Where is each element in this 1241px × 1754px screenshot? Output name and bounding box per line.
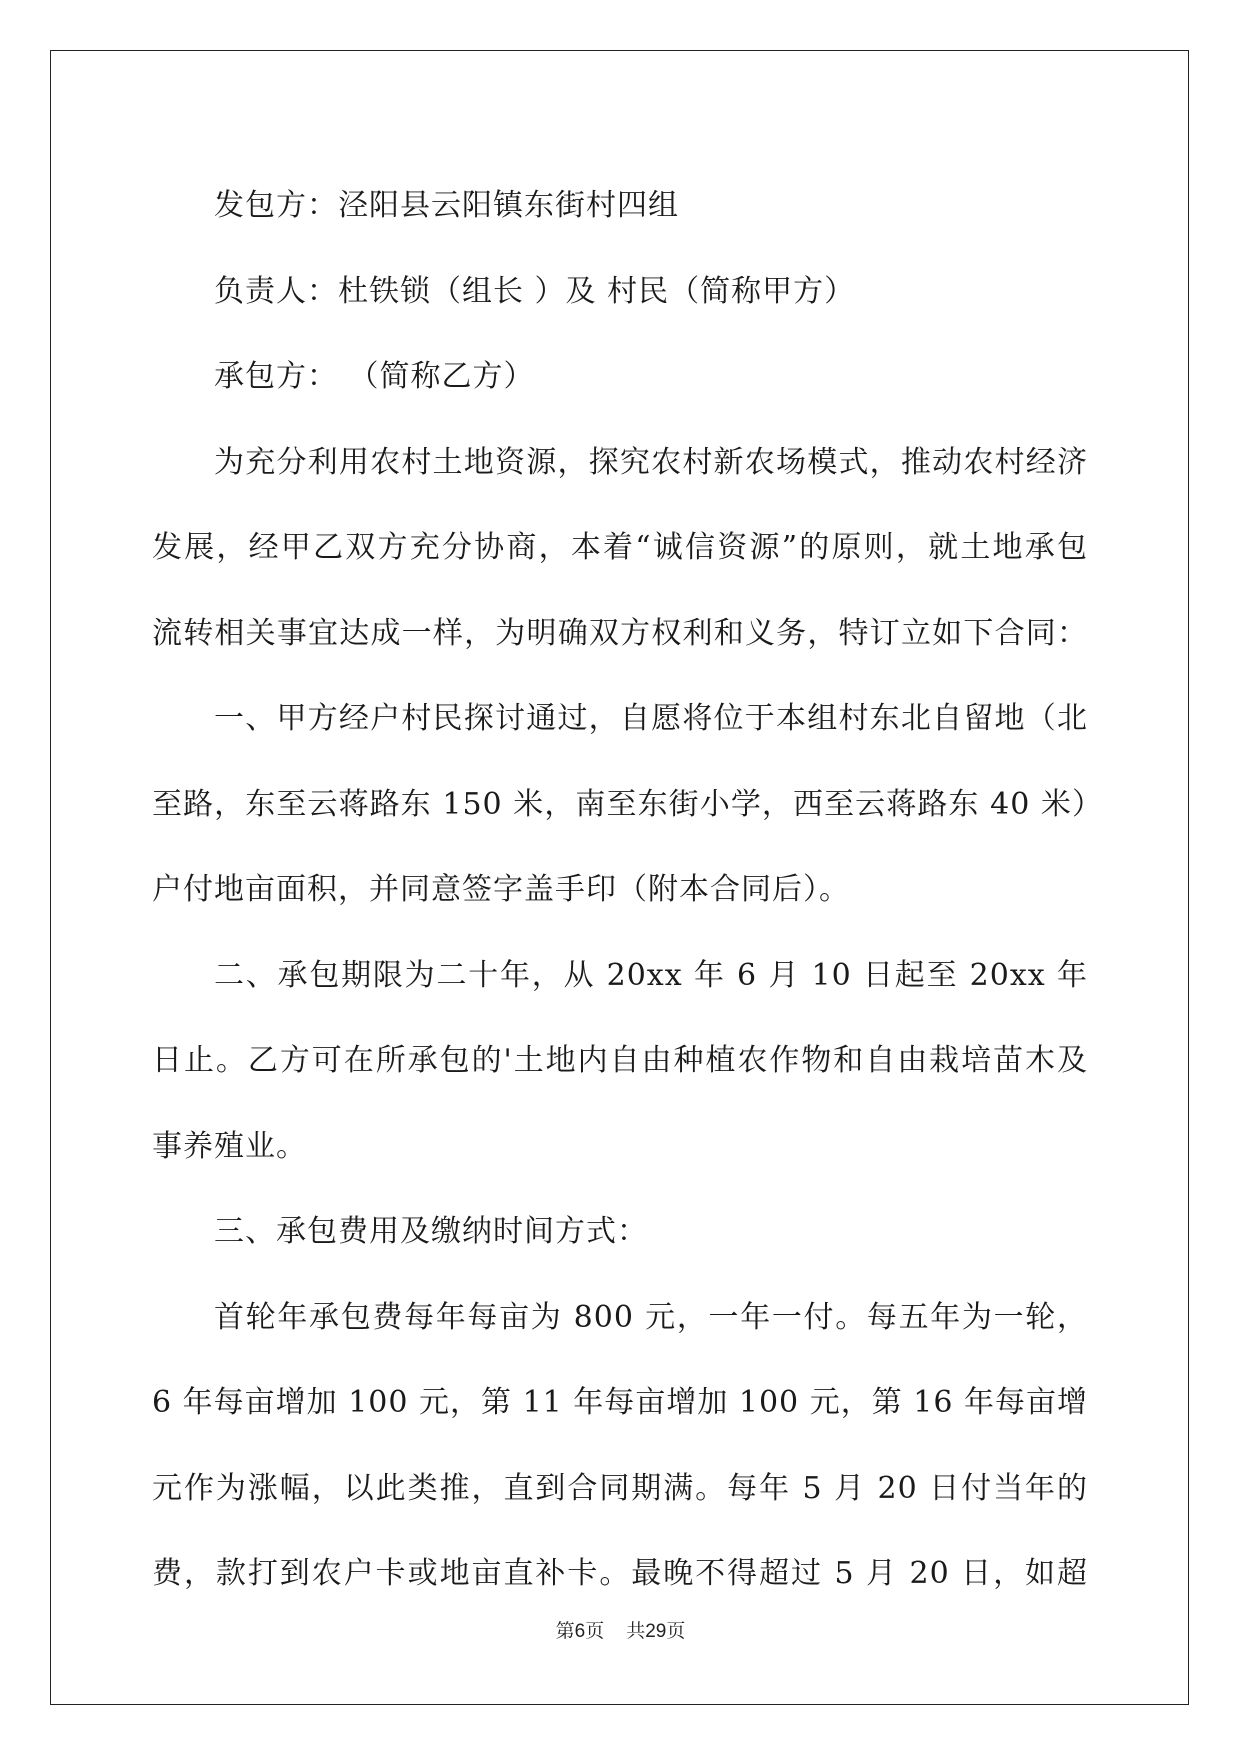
text-line: 日止。乙方可在所承包的'土地内自由种植农作物和自由栽培苗木及	[152, 1043, 1088, 1078]
text-line: 承包方： （简称乙方）	[214, 359, 535, 394]
text-line: 户付地亩面积，并同意签字盖手印（附本合同后）。	[152, 872, 850, 907]
document-body	[152, 163, 1088, 1617]
text-line: 元作为涨幅，以此类推，直到合同期满。每年 5 月 20 日付当年的	[152, 1470, 1088, 1506]
text-line: 为充分利用农村土地资源，探究农村新农场模式，推动农村经济	[214, 444, 1088, 480]
text-line: 发包方：泾阳县云阳镇东街村四组	[214, 188, 679, 223]
text-line: 流转相关事宜达成一样，为明确双方权利和义务，特订立如下合同：	[152, 615, 1088, 651]
text-line: 三、承包费用及缴纳时间方式：	[214, 1214, 648, 1249]
text-line: 一、甲方经户村民探讨通过，自愿将位于本组村东北自留地（北	[214, 701, 1088, 736]
page-prefix: 第	[555, 1620, 575, 1642]
text-line: 事养殖业。	[152, 1128, 307, 1164]
text-line: 首轮年承包费每年每亩为 800 元，一年一付。每五年为一轮，	[214, 1299, 1088, 1335]
text-line: 负责人：杜铁锁（组长 ）及 村民（简称甲方）	[214, 273, 856, 309]
text-line: 发展，经甲乙双方充分协商，本着“诚信资源”的原则，就土地承包	[152, 530, 1088, 565]
page-footer	[0, 1616, 1241, 1643]
total-suffix: 页	[666, 1620, 686, 1642]
text-line: 6 年每亩增加 100 元，第 11 年每亩增加 100 元，第 16 年每亩增	[152, 1385, 1088, 1420]
text-line: 二、承包期限为二十年，从 20xx 年 6 月 10 日起至 20xx 年	[214, 957, 1088, 993]
page-number: 6	[574, 1621, 586, 1642]
total-prefix: 共	[626, 1620, 646, 1642]
text-line: 至路，东至云蒋路东 150 米，南至东街小学，西至云蒋路东 40 米）	[152, 786, 1088, 822]
page-total: 29	[645, 1621, 667, 1642]
page-suffix: 页	[585, 1620, 605, 1642]
text-line: 费，款打到农户卡或地亩直补卡。最晚不得超过 5 月 20 日，如超	[152, 1556, 1088, 1591]
